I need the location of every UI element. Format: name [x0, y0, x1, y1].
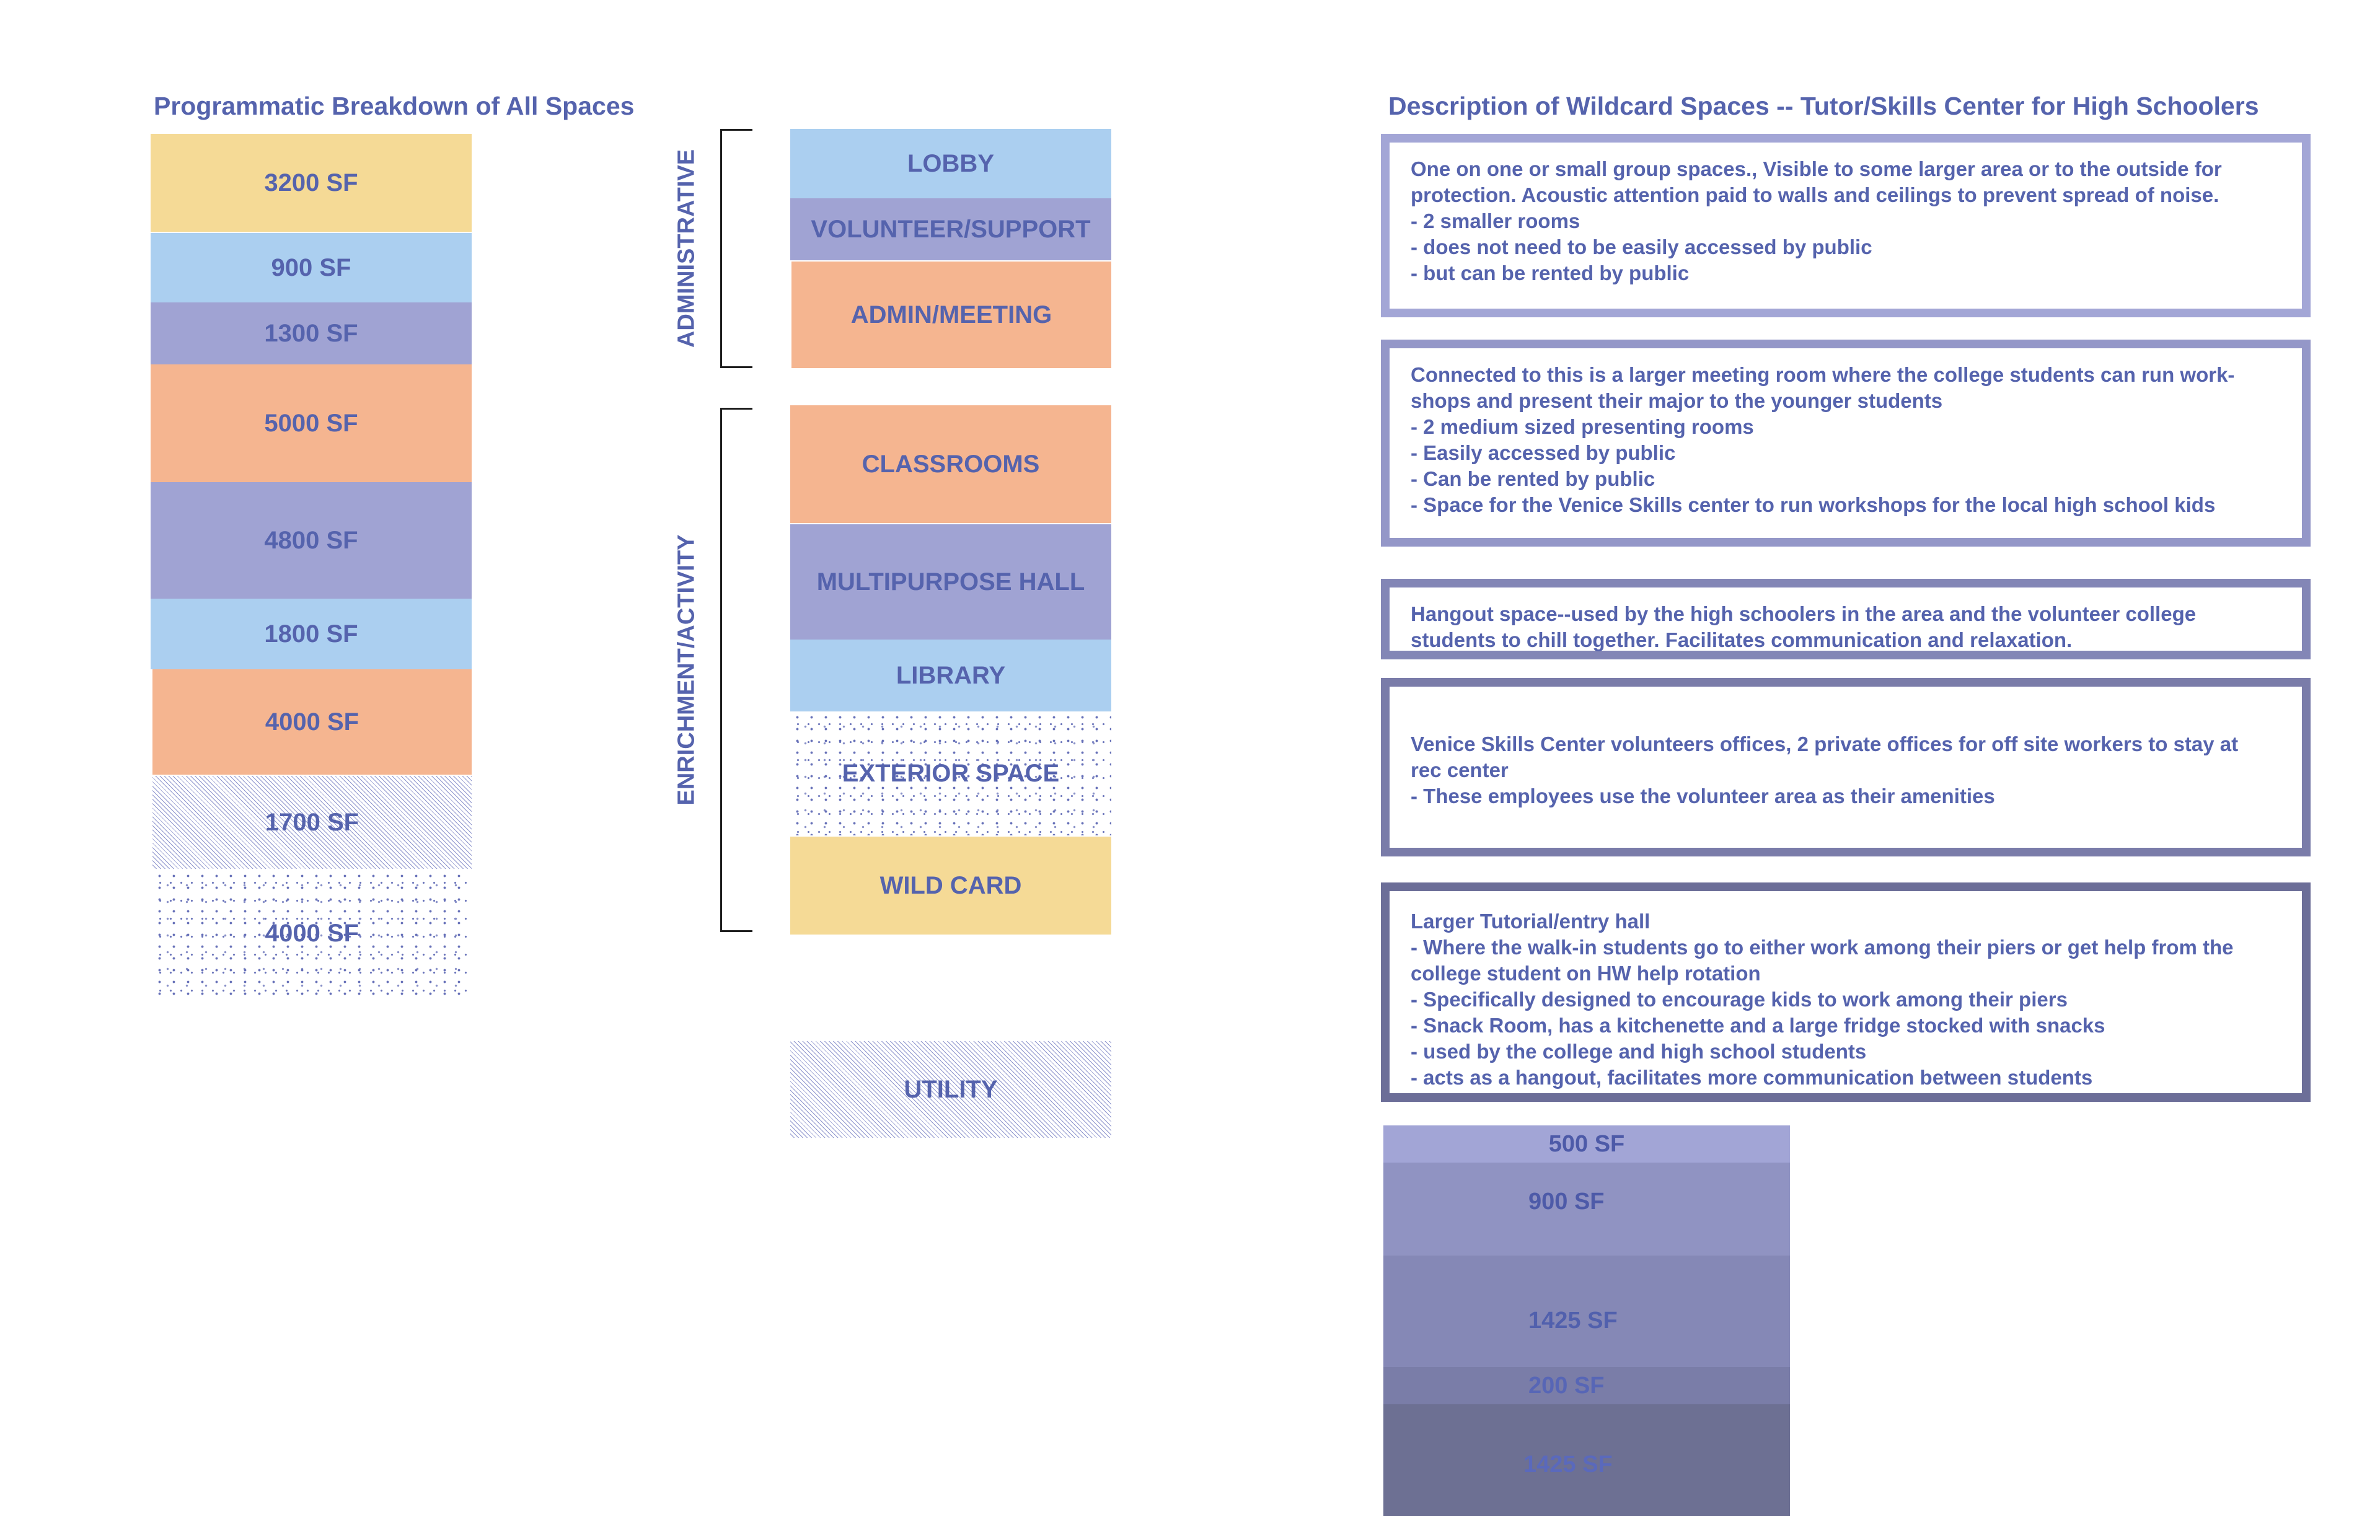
space-utility: UTILITY [790, 1041, 1111, 1138]
description-line: - acts as a hangout, facilitates more communication between students [1411, 1066, 2093, 1089]
description-line: One on one or small group spaces., Visible to some larger area or to the outside for [1411, 157, 2222, 180]
area-block: 900 SF [151, 233, 472, 302]
description-box [1381, 678, 2311, 856]
wildcard-bar: 200 SF [1383, 1367, 1790, 1404]
space-multipurpose-hall: MULTIPURPOSE HALL [790, 524, 1111, 640]
description-line: Larger Tutorial/entry hall [1411, 910, 1651, 933]
description-line: - 2 smaller rooms [1411, 209, 1580, 232]
area-block: 4000 SF [152, 669, 472, 775]
description-line: shops and present their major to the younger students [1411, 389, 1943, 412]
wildcard-bar: 900 SF [1383, 1163, 1790, 1256]
wildcard-bar: 500 SF [1383, 1125, 1790, 1163]
enrichment-label: ENRICHMENT/ACTIVITY [673, 534, 700, 806]
space-admin-meeting: ADMIN/MEETING [791, 262, 1111, 368]
area-block: 1700 SF [152, 776, 472, 869]
description-line: - Space for the Venice Skills center to run workshops for the local high school kids [1411, 493, 2216, 516]
space-wild-card: WILD CARD [790, 837, 1111, 935]
area-block: 4800 SF [151, 482, 472, 599]
description-line: - These employees use the volunteer area as their amenities [1411, 785, 1995, 807]
area-block: 1800 SF [151, 599, 472, 669]
description-line: - Specifically designed to encourage kids to work among their piers [1411, 988, 2068, 1011]
administrative-bracket [720, 129, 752, 368]
space-classrooms: CLASSROOMS [790, 405, 1111, 523]
area-block: 1300 SF [151, 302, 472, 364]
description-line: - Snack Room, has a kitchenette and a large fridge stocked with snacks [1411, 1014, 2105, 1037]
description-line: - does not need to be easily accessed by public [1411, 235, 1872, 258]
left-title: Programmatic Breakdown of All Spaces [154, 92, 635, 120]
description-line: - Where the walk-in students go to either work among their piers or get help from the [1411, 936, 2234, 959]
administrative-label: ADMINISTRATIVE [673, 149, 700, 348]
space-lobby: LOBBY [790, 129, 1111, 198]
description-line: - used by the college and high school students [1411, 1040, 1867, 1063]
description-box [1381, 134, 2311, 317]
description-line: - 2 medium sized presenting rooms [1411, 415, 1754, 438]
area-block: 5000 SF [151, 364, 472, 482]
space-library: LIBRARY [790, 640, 1111, 711]
description-line: Connected to this is a larger meeting room where the college students can run work- [1411, 363, 2235, 386]
description-line: - but can be rented by public [1411, 262, 1690, 284]
description-line: rec center [1411, 759, 1509, 781]
description-line: protection. Acoustic attention paid to walls and ceilings to prevent spread of noise. [1411, 183, 2219, 206]
area-block: 3200 SF [151, 134, 472, 232]
description-line: Venice Skills Center volunteers offices, 2 private offices for off site workers to stay at [1411, 733, 2239, 755]
area-block: 4000 SF [152, 870, 472, 997]
description-box [1381, 579, 2311, 659]
description-line: Hangout space--used by the high schoolers in the area and the volunteer college [1411, 602, 2197, 625]
wildcard-bar: 1425 SF [1383, 1404, 1790, 1516]
description-line: college student on HW help rotation [1411, 962, 1761, 985]
enrichment-bracket [720, 408, 752, 932]
description-box [1381, 340, 2311, 547]
description-line: - Can be rented by public [1411, 467, 1655, 490]
wildcard-bar: 1425 SF [1383, 1256, 1790, 1367]
right-title: Description of Wildcard Spaces -- Tutor/Skills Center for High Schoolers [1388, 92, 2259, 120]
description-line: - Easily accessed by public [1411, 441, 1676, 464]
space-volunteer-support: VOLUNTEER/SUPPORT [790, 198, 1111, 260]
space-exterior: EXTERIOR SPACE [790, 711, 1111, 835]
description-line: students to chill together. Facilitates communication and relaxation. [1411, 628, 2073, 651]
description-box [1381, 882, 2311, 1102]
